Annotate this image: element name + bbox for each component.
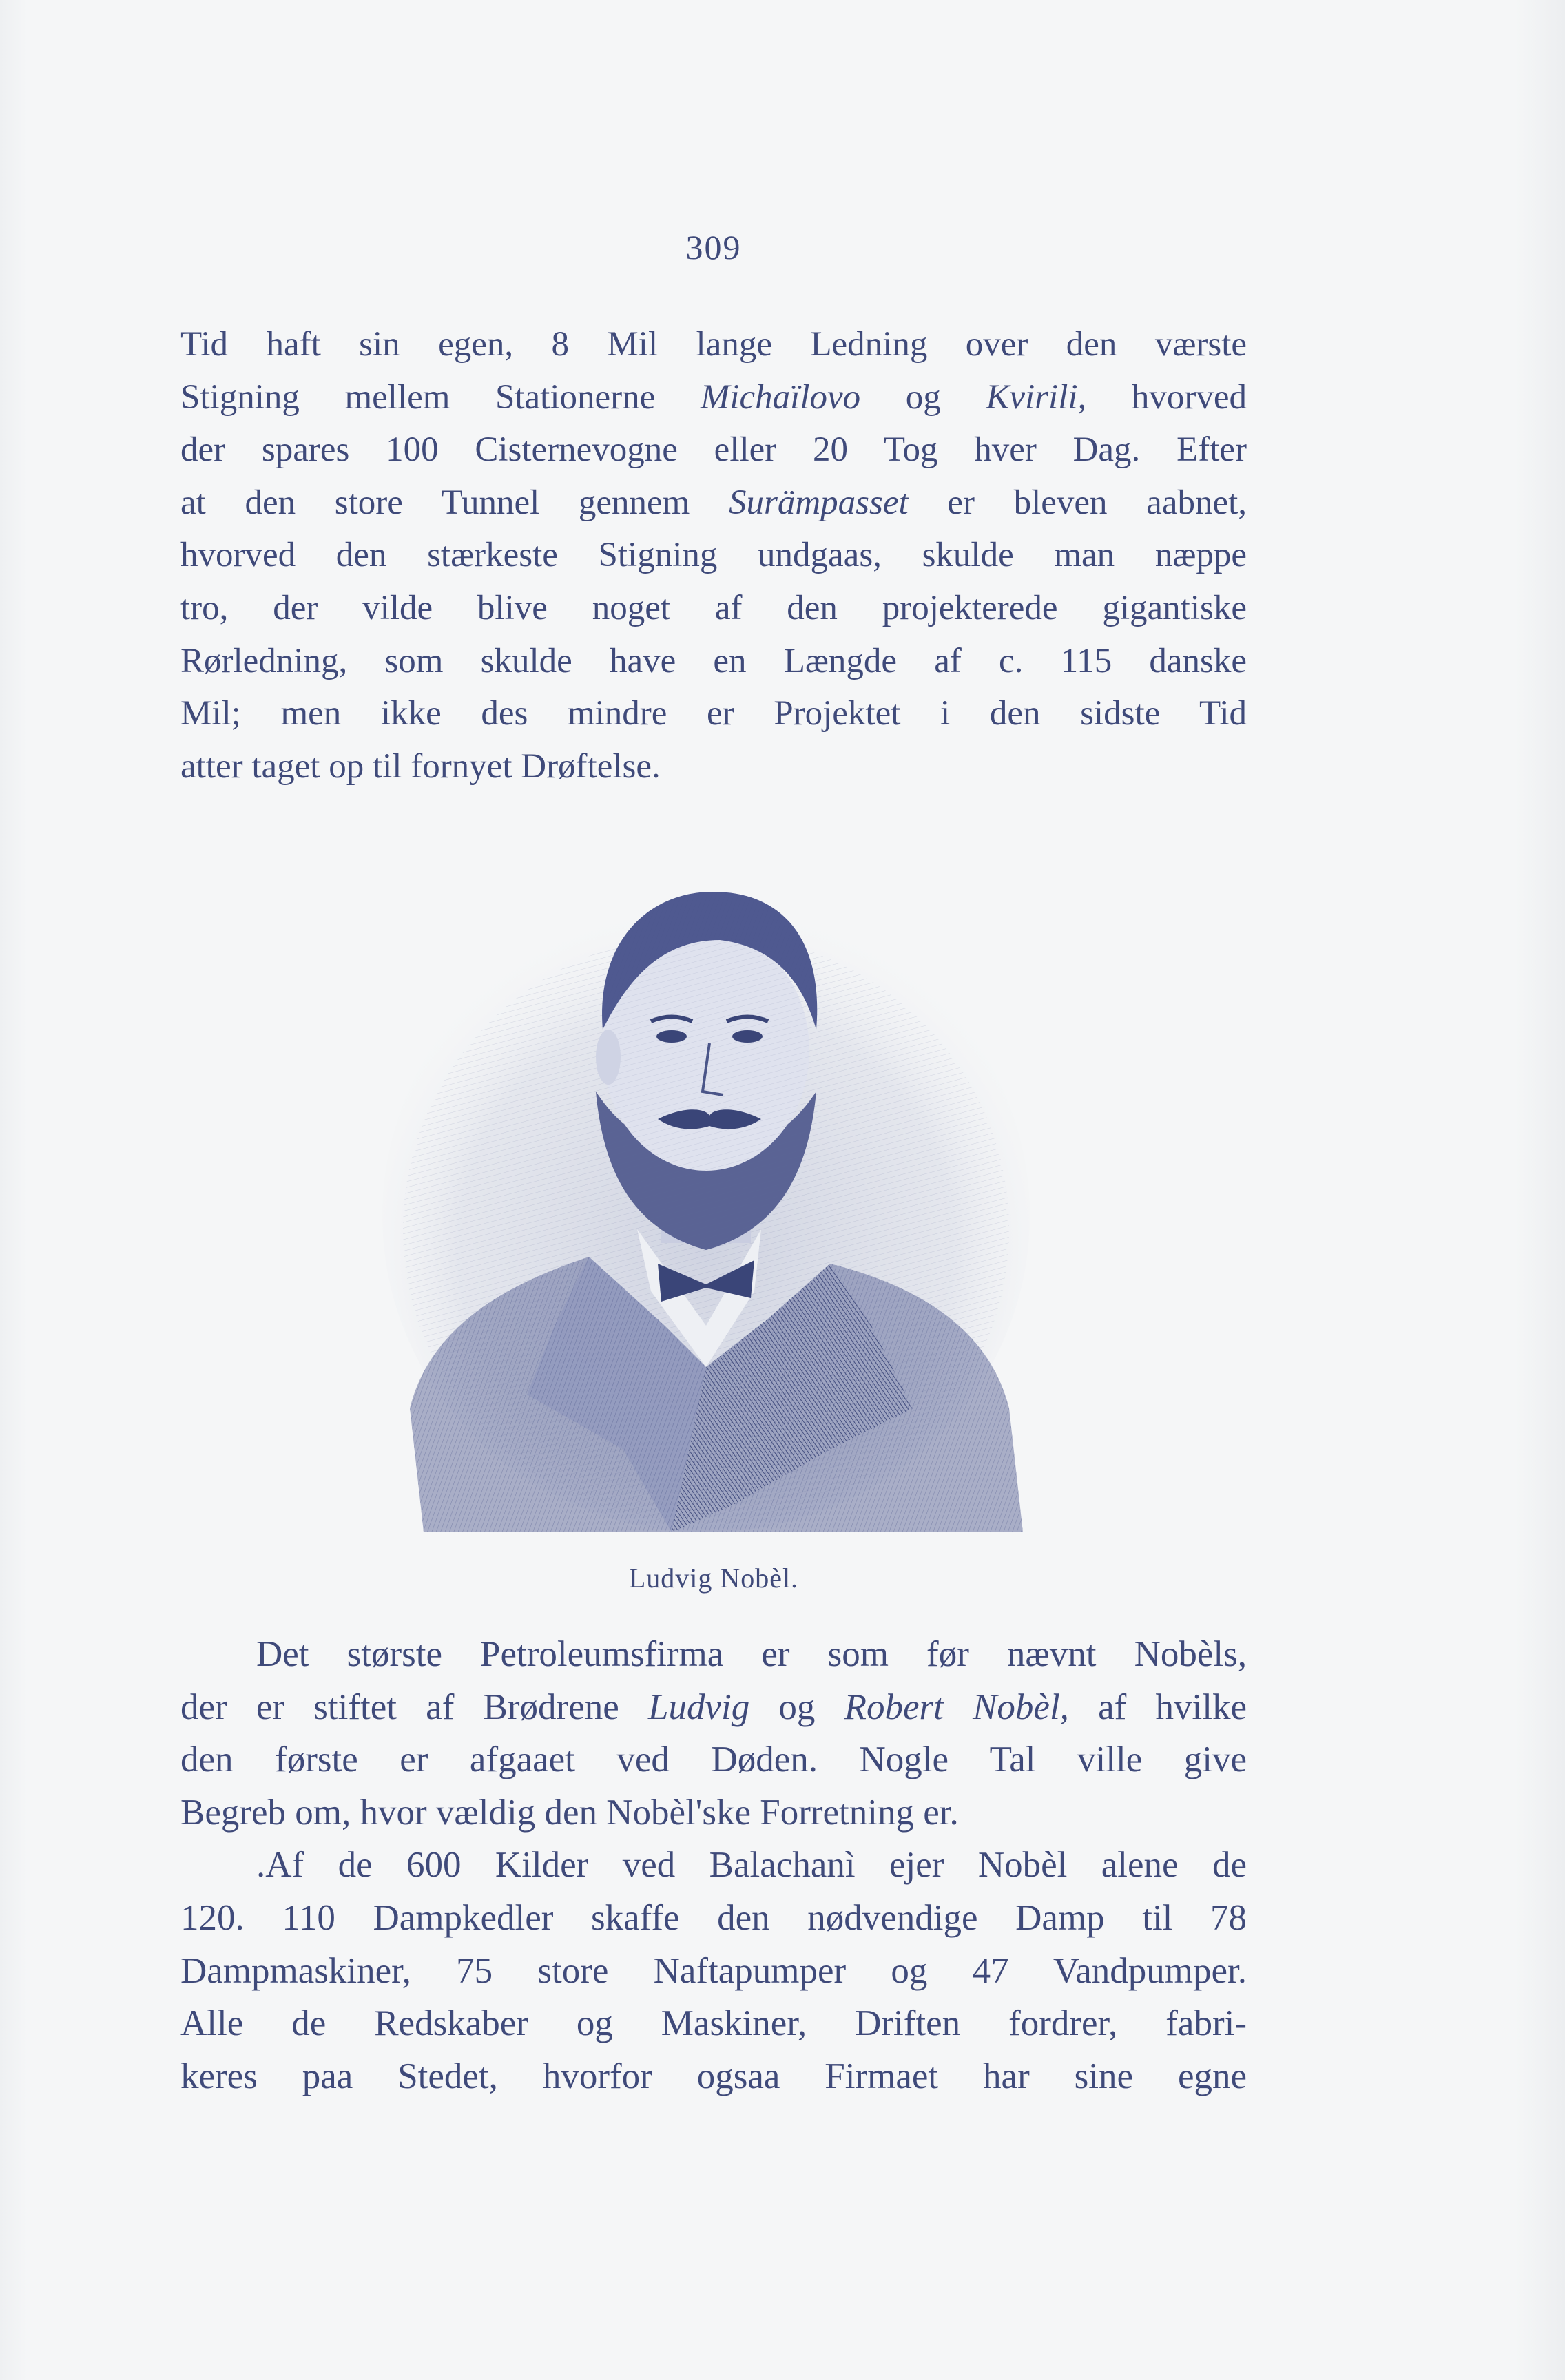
text-line: Tid haft sin egen, 8 Mil lange Ledning over den værste [180, 325, 1247, 364]
text-line: der er stiftet af Brødrene Ludvig og Robert Nobèl, af hvilke [180, 1687, 1247, 1727]
text-line: Dampmaskiner, 75 store Naftapumper og 47 Vandpumper. [180, 1950, 1247, 1991]
portrait-engraving-icon [348, 844, 1064, 1539]
text-line: at den store Tunnel gennem Surämpasset er bleven aabnet, [180, 483, 1247, 522]
text-line: der spares 100 Cisternevogne eller 20 Tog hver Dag. Efter [180, 430, 1247, 470]
bottom-paragraph [180, 1628, 1247, 2102]
text-line: Rørledning, som skulde have en Længde af c. 115 danske [180, 641, 1247, 680]
text-line: hvorved den stærkeste Stigning undgaas, skulde man næppe [180, 536, 1247, 575]
text-line: Begreb om, hvor vældig den Nobèl'ske Forretning er. [180, 1792, 959, 1833]
text-line: keres paa Stedet, hvorfor ogsaa Firmaet har sine egne [180, 2056, 1247, 2096]
text-line: 120. 110 Dampkedler skaffe den nødvendige Damp til 78 [180, 1897, 1247, 1938]
page-number: 309 [685, 228, 742, 267]
text-line: tro, der vilde blive noget af den projekterede gigantiske [180, 588, 1247, 627]
top-paragraph [180, 318, 1247, 793]
text-line: .Af de 600 Kilder ved Balachanì ejer Nobèl alene de [256, 1845, 1247, 1886]
portrait-caption: Ludvig Nobèl. [628, 1563, 799, 1594]
text-line: den første er afgaaet ved Døden. Nogle Tal ville give [180, 1740, 1247, 1780]
text-line: Alle de Redskaber og Maskiner, Driften fordrer, fabri- [180, 2003, 1247, 2044]
text-line: Det største Petroleumsfirma er som før nævnt Nobèls, [256, 1634, 1247, 1674]
text-line: Mil; men ikke des mindre er Projektet i den sidste Tid [180, 694, 1247, 733]
text-line: atter taget op til fornyet Drøftelse. [180, 747, 661, 786]
text-line: Stigning mellem Stationerne Michaïlovo og Kvirili, hvorved [180, 377, 1247, 417]
